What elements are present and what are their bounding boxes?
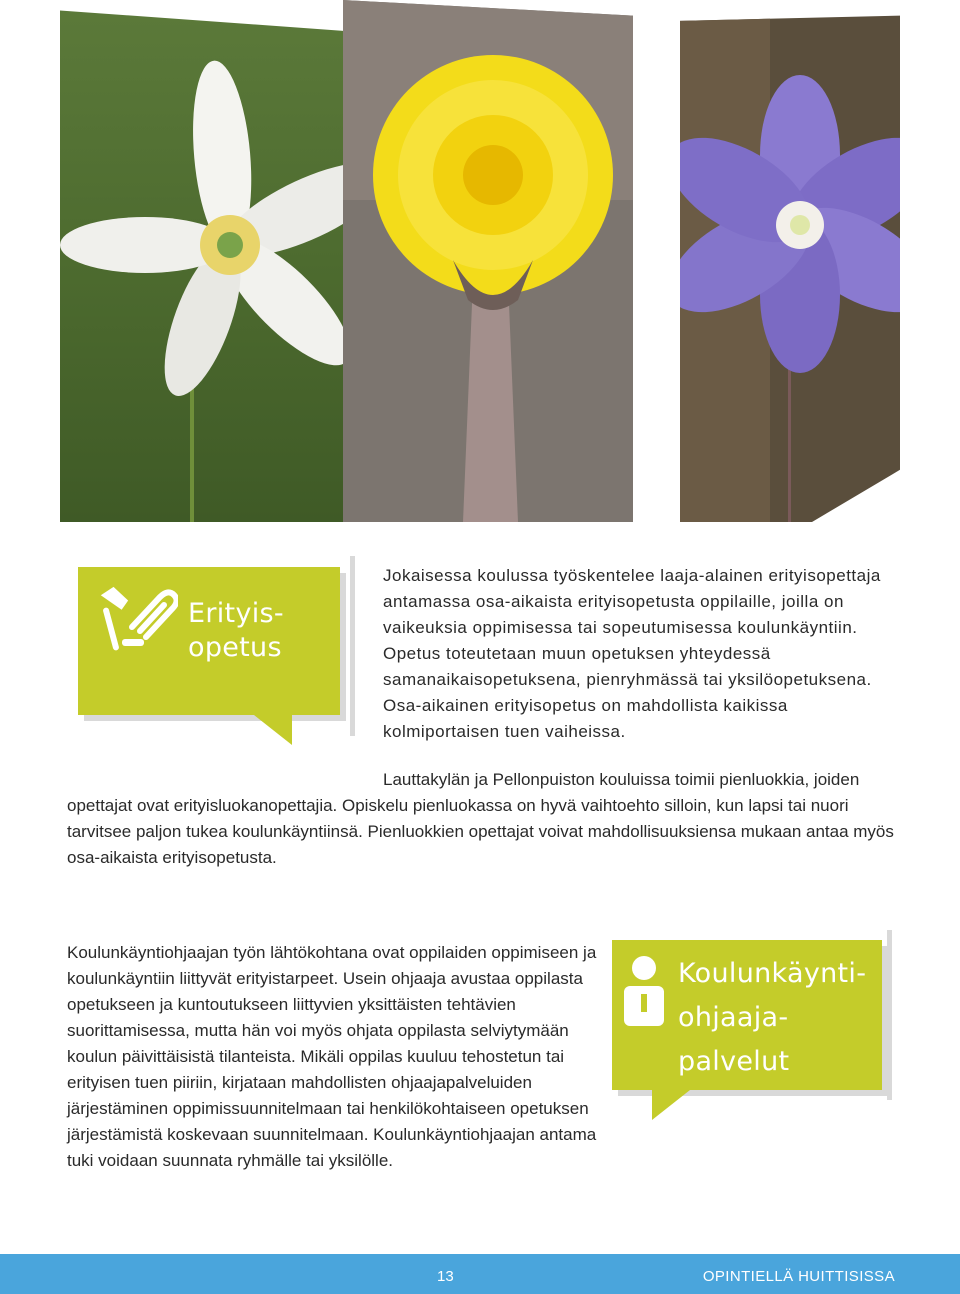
photo-white-anemone (60, 0, 350, 522)
ohjaaja-text: Koulunkäyntiohjaajan työn lähtökohtana ovat oppilaiden oppimiseen ja koulunkäyntiin liittyvät erityistarpeet. Usein ohjaaja avustaa oppilasta opetukseen ja kuntoutukseen liittyvien yksittäisten tehtävien suorittamisessa, mutta hän voi myös ohjata oppilasta selviytymään koulun päivittäisistä tilanteista. Mikäli oppilas kuuluu tehostetun tai erityisen tuen piiriin, kirjataan mahdollisten ohjaajapalveluiden järjestäminen oppimissuunnitelmaan tai henkilökohtaiseen opetuksen järjestämistä koskevaan suunnitelmaan. Koulunkäyntiohjaajan antama tuki voidaan suunnata ryhmälle tai yksilölle. (67, 943, 597, 1170)
erityisopetus-title: Erityis- opetus (188, 598, 284, 663)
footer-title: OPINTIELLÄ HUITTISISSA (702, 1268, 895, 1285)
page-number: 13 (437, 1268, 454, 1285)
ohjaaja-title: Koulunkäynti- ohjaaja- palvelut (678, 958, 867, 1077)
photo-yellow-coltsfoot (343, 0, 633, 522)
page-footer (0, 1254, 960, 1294)
erityisopetus-label-box (78, 567, 340, 715)
section-divider (350, 556, 355, 736)
photo-strip (60, 0, 900, 522)
pienluokat-text (67, 767, 897, 871)
pienluokat-text-content: Lauttakylän ja Pellonpuiston kouluissa toimii pienluokkia, joiden opettajat ovat erityisluokanopettajia. Opiskelu pienluokassa on hyvä vaihtoehto silloin, kun lapsi tai nuori tarvitsee paljon tukea koulunkäyntiinsä. Pienluokkien opettajat voivat mahdollisuuksiensa mukaan antaa myös osa-aikaista erityisopetusta. (67, 770, 894, 867)
photo-purple-hepatica (680, 0, 900, 522)
text-wrap-spacer (597, 940, 897, 1162)
ohjaaja-text-container (67, 940, 897, 1174)
pushpin-paperclip-icon (94, 581, 178, 663)
erityisopetus-text: Jokaisessa koulussa työskentelee laaja-alainen erityisopettaja antamassa osa-aikaista erityisopetusta oppilaille, joilla on vaikeuksia oppimisessa tai sopeutumisessa koulunkäyntiin. Opetus toteutetaan muun opetuksen yhteydessä samanaikaisopetuksena, pienryhmässä tai yksilöopetuksena. Osa-aikainen erityisopetus on mahdollista kaikissa kolmiportaisen tuen vaiheissa. (383, 566, 881, 741)
